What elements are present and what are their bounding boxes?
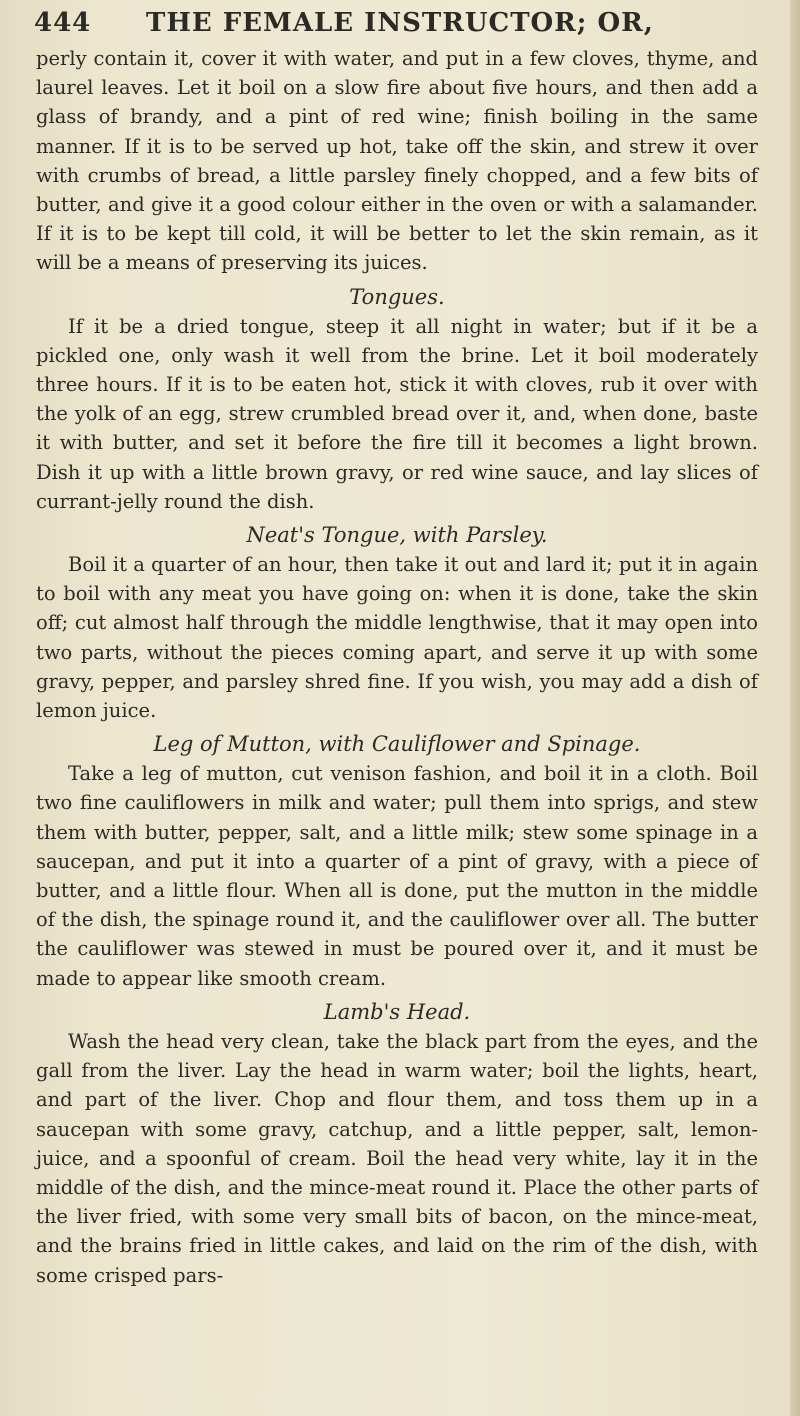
page-body: [36, 44, 758, 1290]
paragraph-tongues: If it be a dried tongue, steep it all night in water; but if it be a pickled one, only wash it well from the brine. Let it boil moderately three hours. If it is to be eaten hot, stick it with cloves, rub it over with the yolk of an egg, strew crumbled bread over it, and, when done, baste it with butter, and set it before the fire till it becomes a light brown. Dish it up with a little brown gravy, or red wine sauce, and lay slices of currant-jelly round the dish.: [36, 314, 758, 513]
page-number: 444: [34, 8, 92, 38]
paragraph-lambs-head: Wash the head very clean, take the black part from the eyes, and the gall from the liver. Lay the head in warm water; boil the lights, heart, and part of the liver. Chop and flour them, and toss them up in a saucepan with some gravy, catchup, and a little pepper, salt, lemon-juice, and a spoonful of cream. Boil the head very white, lay it in the middle of the dish, and the mince-meat round it. Place the other parts of the liver fried, with some very small bits of bacon, on the mince-meat, and the brains fried in little cakes, and laid on the rim of the dish, with some crisped pars-: [36, 1029, 758, 1287]
section-heading-lambs-head: Lamb's Head.: [323, 999, 471, 1024]
paragraph-continued: perly contain it, cover it with water, and put in a few cloves, thyme, and laurel leaves. Let it boil on a slow fire about five hours, and then add a glass of brandy, and a pint of red wine; finish boiling in the same manner. If it is to be served up hot, take off the skin, and strew it over with crumbs of bread, a little parsley finely chopped, and a few bits of butter, and give it a good colour either in the oven or with a salamander. If it is to be kept till cold, it will be better to let the skin remain, as it will be a means of preserving its juices.: [36, 47, 758, 275]
running-header: [34, 8, 770, 48]
running-title: THE FEMALE INSTRUCTOR; OR,: [146, 8, 654, 38]
section-heading-leg-of-mutton: Leg of Mutton, with Cauliflower and Spinage.: [153, 732, 641, 757]
paragraph-leg-of-mutton: Take a leg of mutton, cut venison fashion, and boil it in a cloth. Boil two fine cauliflowers in milk and water; pull them into sprigs, and stew them with butter, pepper, salt, and a little milk; stew some spinage in a saucepan, and put it into a quarter of a pint of gravy, with a piece of butter, and a little flour. When all is done, put the mutton in the middle of the dish, the spinage round it, and the cauliflower over all. The butter the cauliflower was stewed in must be poured over it, and it must be made to appear like smooth cream.: [36, 762, 758, 990]
page-edge: [790, 0, 800, 1416]
section-heading-neats-tongue: Neat's Tongue, with Parsley.: [246, 523, 548, 548]
section-heading-tongues: Tongues.: [349, 284, 445, 309]
paragraph-neats-tongue: Boil it a quarter of an hour, then take it out and lard it; put it in again to boil with any meat you have going on: when it is done, take the skin off; cut almost half through the middle lengthwise, that it may open into two parts, without the pieces coming apart, and serve it up with some gravy, pepper, and parsley shred fine. If you wish, you may add a dish of lemon juice.: [36, 553, 758, 723]
